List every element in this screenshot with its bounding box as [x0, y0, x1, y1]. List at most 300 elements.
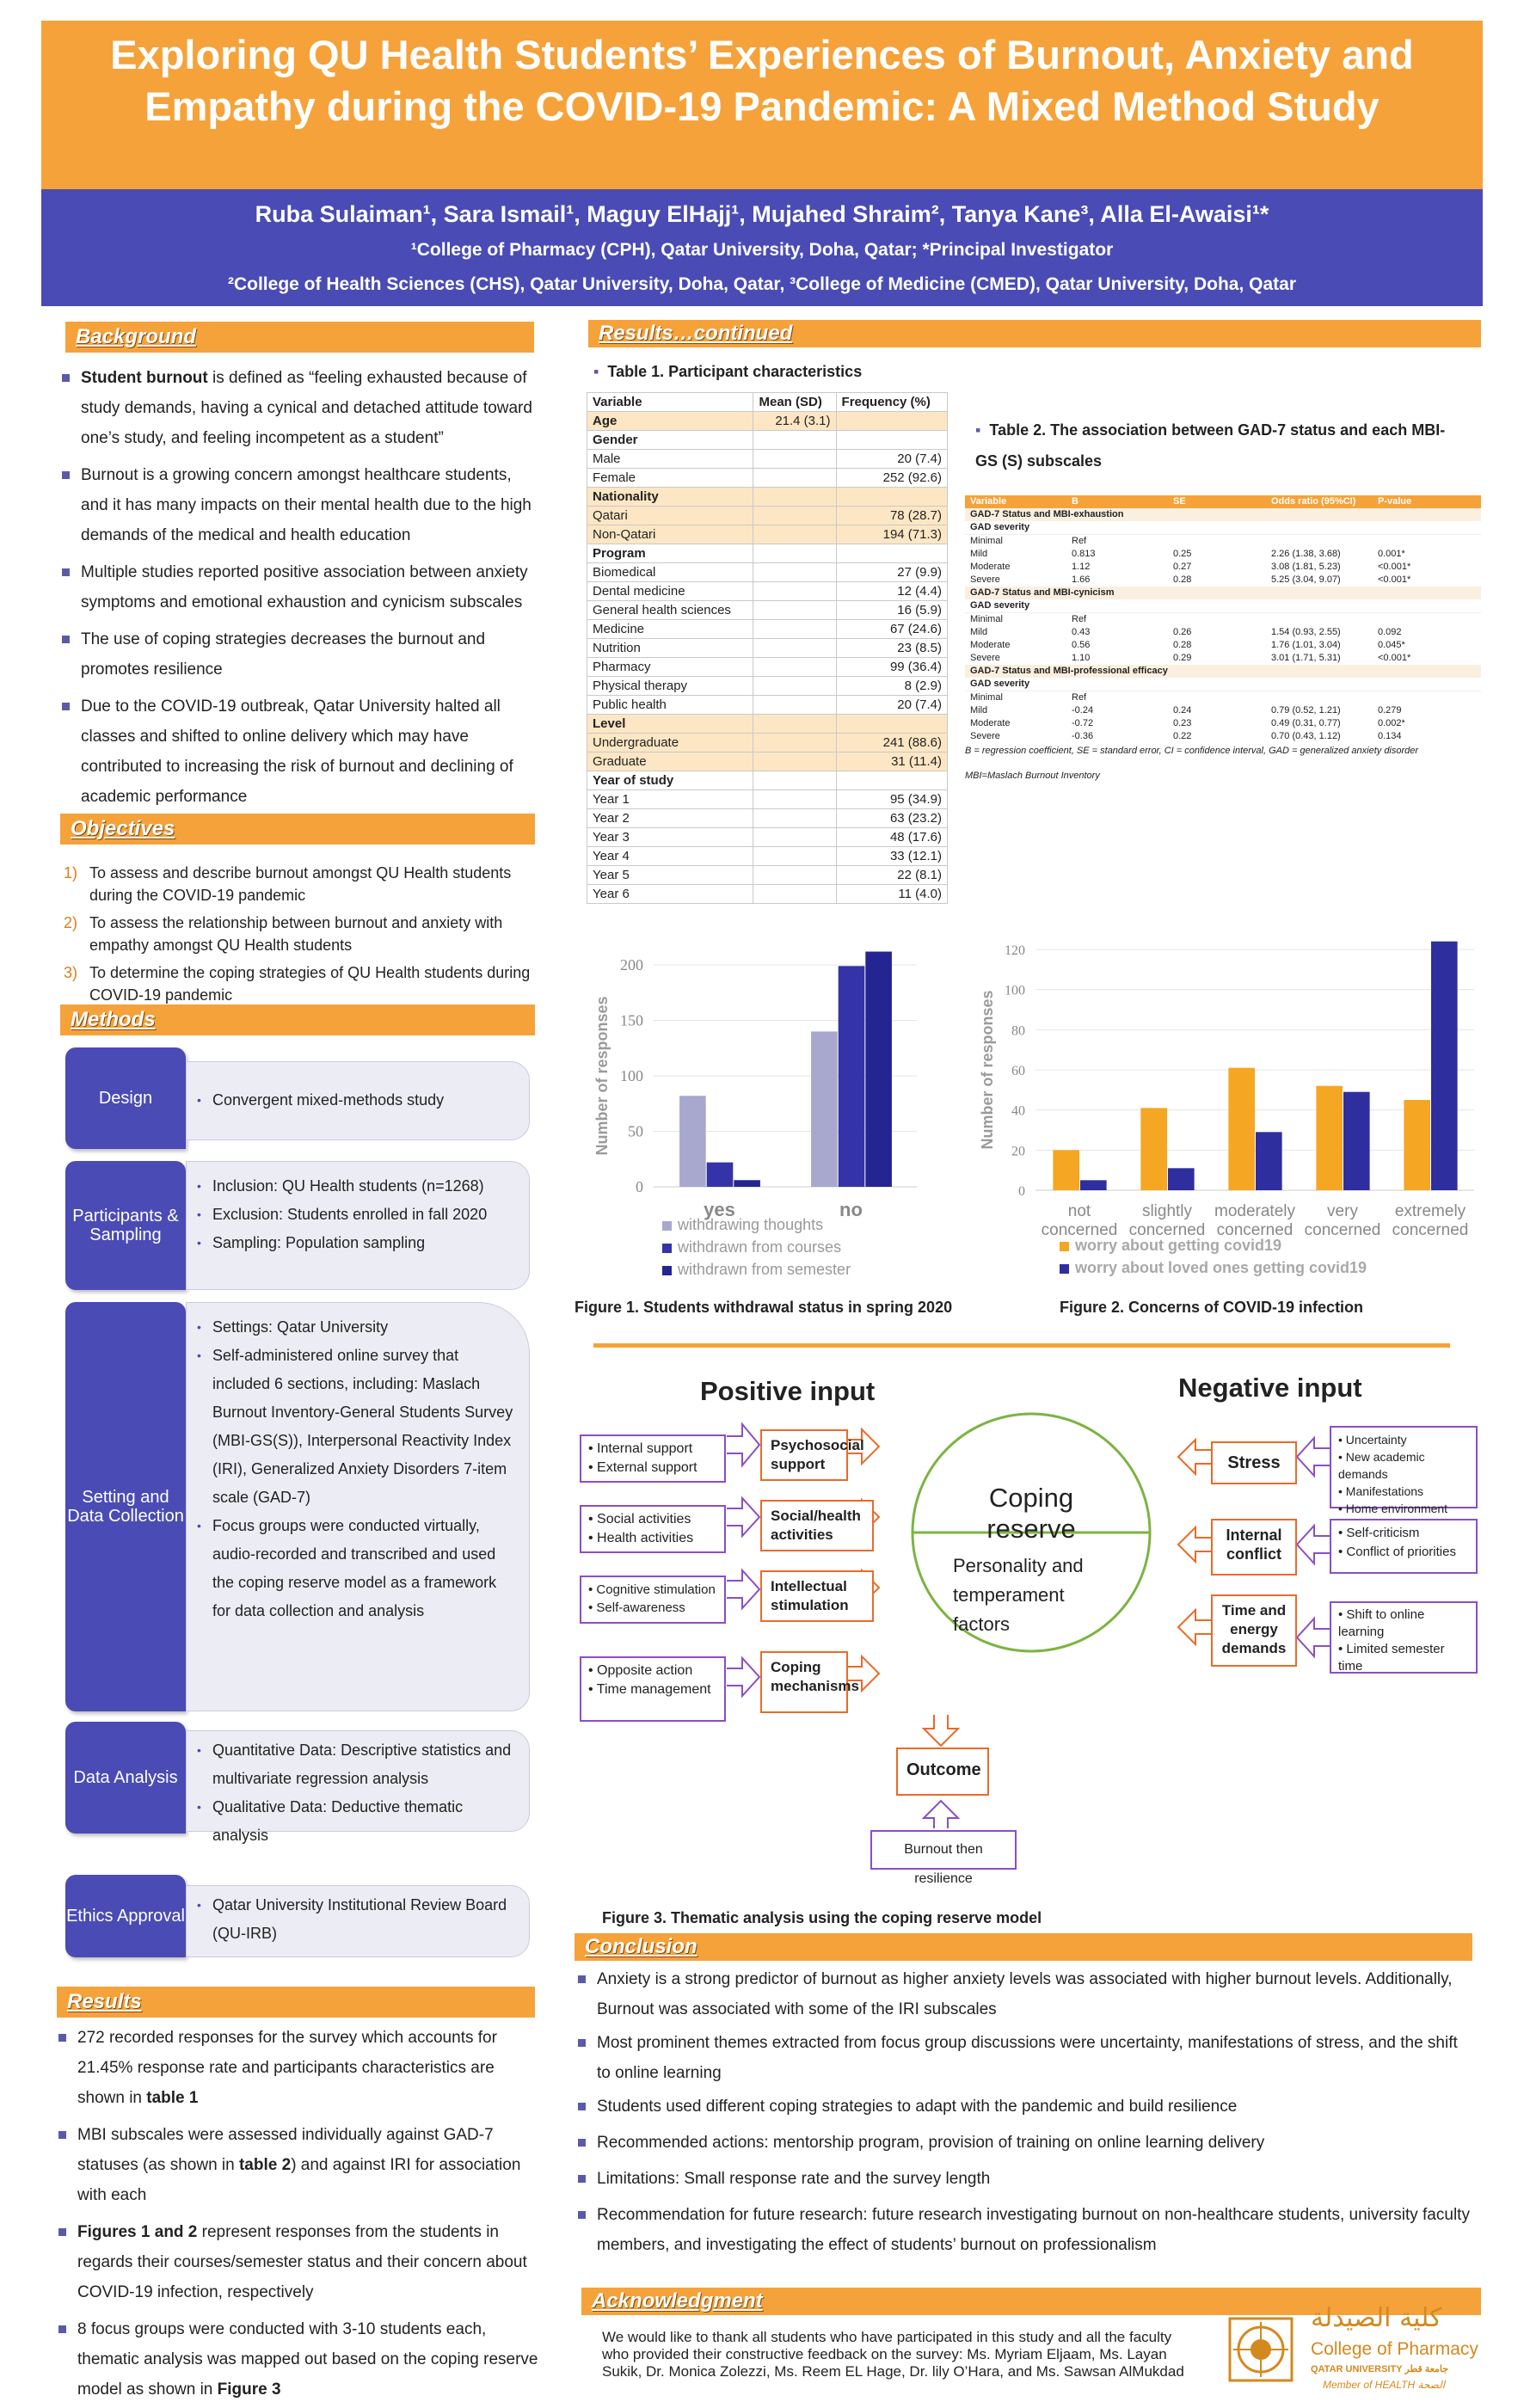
table-row [587, 563, 948, 582]
table-cell [753, 431, 836, 450]
table-row [965, 652, 1481, 665]
y-tick-label: 20 [1011, 1144, 1025, 1159]
table-header: Frequency (%) [836, 393, 947, 412]
table-row [587, 790, 948, 809]
conclusion-item: Limitations: Small response rate and the survey length [576, 2164, 1471, 2194]
table-cell [1173, 521, 1271, 534]
table-cell: GAD-7 Status and MBI-professional efficacy [970, 666, 1168, 676]
table-cell [1271, 678, 1378, 691]
background-item: Due to the COVID-19 outbreak, Qatar University halted all classes and shifted to online delivery which may have contributed to increasing the risk of burnout and declining of academic performance [60, 691, 542, 812]
positive-input-title: Positive input [700, 1376, 876, 1406]
table-row [965, 508, 1481, 521]
table-cell [753, 507, 836, 525]
participant-table [587, 392, 948, 904]
table-cell: 31 (11.4) [836, 752, 947, 771]
y-tick-label: 200 [620, 956, 643, 974]
table-cell [1271, 535, 1378, 548]
table-cell: 1.66 [1072, 574, 1091, 585]
table-cell [1426, 587, 1481, 599]
table-cell: 0.43 [1072, 627, 1091, 637]
figure1-caption: Figure 1. Students withdrawal status in spring 2020 [575, 1299, 953, 1316]
table-cell: 0.001* [1378, 549, 1405, 559]
y-tick-label: 0 [636, 1178, 643, 1195]
table-cell: Program [587, 544, 753, 563]
table-row [965, 535, 1481, 548]
table-cell: Age [587, 412, 753, 431]
table-cell [1173, 535, 1271, 548]
table-cell: GAD-7 Status and MBI-exhaustion [970, 509, 1124, 519]
table-row [587, 450, 948, 469]
table-cell: General health sciences [587, 601, 753, 620]
table-cell: 16 (5.9) [836, 601, 947, 620]
methods-content [186, 1885, 530, 1957]
methods-design [65, 1047, 530, 1149]
table-cell: 1.12 [1072, 562, 1091, 572]
table-row [587, 658, 948, 677]
y-tick-label: 80 [1011, 1023, 1025, 1039]
table-cell [753, 696, 836, 715]
table-cell: 1.10 [1072, 653, 1091, 663]
table-cell: 33 (12.1) [836, 847, 947, 866]
objective-item: 3) To determine the coping strategies of QU Health students during COVID-19 pandemic [64, 964, 531, 1004]
table-row [587, 828, 948, 847]
table-cell [1271, 521, 1378, 534]
table-cell [1426, 665, 1481, 678]
table-cell: B [1072, 496, 1078, 507]
table-cell: Year 3 [587, 828, 753, 847]
table-row [587, 752, 948, 771]
table-row [587, 809, 948, 828]
category-label: very [1327, 1202, 1358, 1220]
category-label: slightly [1141, 1202, 1193, 1220]
objective-item: 1) To assess and describe burnout amongst QU Health students during the COVID-19 pandemic [64, 864, 512, 904]
table-cell: Undergraduate [587, 734, 753, 752]
table-row [587, 507, 948, 525]
table-cell: 23 (8.5) [836, 639, 947, 658]
table-cell: Year 2 [587, 809, 753, 828]
positive-label: Psychosocial support [760, 1429, 848, 1481]
category-label: yes [704, 1199, 735, 1220]
table-cell: 78 (28.7) [836, 507, 947, 525]
methods-item: • Qualitative Data: Deductive thematic analysis [209, 1793, 519, 1850]
table-cell [1358, 665, 1426, 678]
table-cell [836, 431, 947, 450]
table-cell [753, 715, 836, 734]
legend-label: withdrawn from semester [678, 1261, 851, 1278]
table-cell [836, 771, 947, 790]
table-note: B = regression coefficient, SE = standard error, CI = confidence interval, GAD = generalized anxiety disorder [965, 746, 1419, 756]
methods-participants [65, 1161, 530, 1290]
table-cell [1426, 508, 1481, 521]
legend-label: withdrawn from courses [678, 1238, 842, 1256]
table-row [965, 717, 1481, 730]
table-cell: 20 (7.4) [836, 696, 947, 715]
table-row [965, 561, 1481, 574]
table-cell: Moderate [970, 562, 1011, 572]
objectives-heading: Objectives [60, 814, 535, 845]
category-label: moderately [1214, 1202, 1295, 1220]
table-cell: Medicine [587, 620, 753, 639]
table-cell: Graduate [587, 752, 753, 771]
methods-label: Data Analysis [65, 1722, 186, 1834]
outcome-note: Burnout then resilience [870, 1830, 1017, 1870]
methods-content [186, 1730, 530, 1844]
table-cell [1378, 691, 1464, 704]
personality-label: Personality and temperament factors [953, 1555, 1084, 1635]
negative-label: Stress [1211, 1441, 1297, 1484]
results-item: 272 recorded responses for the survey which accounts for 21.45% response rate and participants characteristics are shown in table 1 [57, 2023, 538, 2113]
figure3-caption: Figure 3. Thematic analysis using the coping reserve model [602, 1909, 1042, 1926]
table-cell: 0.27 [1173, 562, 1192, 572]
bar [865, 952, 892, 1187]
table-row [587, 734, 948, 752]
table-row [965, 548, 1481, 561]
table-cell: Nutrition [587, 639, 753, 658]
results-item: 8 focus groups were conducted with 3-10 students each, thematic analysis was mapped out based on the coping reserve model as shown in Figure 3 [57, 2314, 538, 2405]
table-cell [1378, 613, 1464, 626]
table-cell: 27 (9.9) [836, 563, 947, 582]
results-continued-heading: Results…continued [588, 320, 1481, 347]
table1-caption: ▪ Table 1. Participant characteristics [593, 363, 863, 380]
table-cell [1378, 678, 1464, 691]
table-row [587, 639, 948, 658]
negative-items: • Shift to online learning • Limited semester time [1330, 1601, 1478, 1674]
table-cell: Year 5 [587, 866, 753, 885]
table-cell: -0.24 [1072, 705, 1094, 716]
table-cell [836, 488, 947, 507]
y-tick-label: 100 [620, 1067, 643, 1084]
table-cell: Dental medicine [587, 582, 753, 601]
y-tick-label: 120 [1005, 943, 1025, 958]
y-tick-label: 100 [1005, 983, 1025, 998]
table-cell: Mild [970, 705, 988, 716]
table-cell: Moderate [970, 640, 1011, 650]
category-label: concerned [1041, 1221, 1118, 1239]
legend-swatch [662, 1266, 672, 1275]
table-cell: Non-Qatari [587, 525, 753, 544]
table-cell: 0.23 [1173, 718, 1192, 728]
background-item [60, 363, 542, 453]
table-cell: P-value [1378, 496, 1412, 507]
table-cell: Year 6 [587, 885, 753, 904]
table-cell [753, 525, 836, 544]
table-cell: Female [587, 469, 753, 488]
table-row [587, 847, 948, 866]
figure3-diagram [575, 1355, 1483, 1897]
table-row [965, 599, 1481, 613]
legend-swatch [662, 1221, 672, 1231]
methods-item: • Sampling: Population sampling [209, 1229, 519, 1257]
table-cell [753, 847, 836, 866]
table-cell [836, 715, 947, 734]
table-cell [753, 450, 836, 469]
results-item: MBI subscales were assessed individually against GAD-7 statuses (as shown in table 2) and against IRI for association with each [57, 2120, 538, 2210]
methods-content [186, 1061, 530, 1140]
methods-heading: Methods [60, 1004, 535, 1035]
table-row [965, 665, 1481, 678]
table-row [587, 488, 948, 507]
table-cell: 0.22 [1173, 731, 1192, 741]
objectives-list [64, 862, 537, 1011]
table-cell [1295, 665, 1358, 678]
methods-item: • Settings: Qatar University [209, 1313, 519, 1342]
negative-label: Internal conflict [1211, 1519, 1297, 1576]
category-label: extremely [1394, 1202, 1466, 1220]
table-cell: 95 (34.9) [836, 790, 947, 809]
y-axis-label: Number of responses [979, 990, 996, 1150]
y-tick-label: 60 [1011, 1064, 1025, 1078]
legend-swatch [1060, 1242, 1069, 1251]
outcome-box: Outcome [896, 1748, 989, 1796]
category-label: concerned [1216, 1221, 1294, 1239]
table-cell: Year of study [587, 771, 753, 790]
legend-label: worry about getting covid19 [1075, 1237, 1282, 1254]
table-cell: 21.4 (3.1) [753, 412, 836, 431]
table-header: Variable [587, 393, 753, 412]
table-cell: 0.092 [1378, 627, 1402, 637]
positive-items: • Opposite action • Time management [580, 1656, 726, 1722]
table-cell [753, 828, 836, 847]
table-row [965, 521, 1481, 535]
table-cell: 241 (88.6) [836, 734, 947, 752]
affiliation-1: ¹College of Pharmacy (CPH), Qatar University, Doha, Qatar; *Principal Investigator [410, 240, 1114, 260]
table-row [587, 866, 948, 885]
table-cell: Public health [587, 696, 753, 715]
table-row [965, 626, 1481, 639]
table-cell [1358, 508, 1426, 521]
table-cell: Severe [970, 653, 1000, 663]
table-row [965, 587, 1481, 599]
table-cell: Mild [970, 627, 988, 637]
figure1-chart [581, 932, 939, 1293]
table-cell: 48 (17.6) [836, 828, 947, 847]
table-cell: Ref [1072, 614, 1087, 624]
background-item: Multiple studies reported positive association between anxiety symptoms and emotional exhaustion and cynicism subscales [60, 557, 542, 617]
table-row [587, 601, 948, 620]
category-label: no [839, 1199, 863, 1220]
results-heading: Results [57, 1987, 535, 2018]
table-cell [753, 601, 836, 620]
table-cell [753, 790, 836, 809]
table-cell: <0.001* [1378, 653, 1411, 663]
table-row [965, 730, 1481, 743]
table-cell: Minimal [970, 692, 1003, 703]
y-tick-label: 50 [628, 1122, 643, 1140]
table-row [587, 696, 948, 715]
table-cell: 252 (92.6) [836, 469, 947, 488]
table-cell [1295, 587, 1358, 599]
table-cell [1173, 613, 1271, 626]
legend-label: withdrawing thoughts [678, 1216, 824, 1233]
table-cell: 11 (4.0) [836, 885, 947, 904]
methods-item: • Inclusion: QU Health students (n=1268) [209, 1172, 519, 1201]
divider [593, 1343, 1450, 1348]
methods-label: Design [65, 1047, 186, 1149]
table-row [587, 885, 948, 904]
table-cell: 194 (71.3) [836, 525, 947, 544]
bar [1168, 1168, 1195, 1190]
methods-item: • Qatar University Institutional Review Board (QU-IRB) [209, 1891, 519, 1948]
table-cell: GAD-7 Status and MBI-cynicism [970, 587, 1115, 598]
bar [1404, 1100, 1430, 1190]
table-cell [753, 469, 836, 488]
table-row [965, 639, 1481, 652]
table-cell: Severe [970, 731, 1000, 741]
affiliation-2: ²College of Health Sciences (CHS), Qatar University, Doha, Qatar, ³College of Medicine (CMED), Qatar University, Doha, Qatar [227, 274, 1296, 294]
bar [1053, 1150, 1079, 1190]
table-cell: Gender [587, 431, 753, 450]
table-cell: Nationality [587, 488, 753, 507]
table-cell: Ref [1072, 692, 1087, 703]
table-cell [1271, 691, 1378, 704]
negative-items: • Self-criticism • Conflict of priorities [1330, 1519, 1478, 1574]
bar [1316, 1086, 1343, 1190]
background-list [60, 363, 542, 819]
methods-content [186, 1302, 530, 1711]
logo-university: QATAR UNIVERSITY جامعة قطر [1311, 2364, 1449, 2374]
table-cell [1173, 691, 1271, 704]
y-tick-label: 0 [1018, 1184, 1025, 1199]
table-cell: 0.56 [1072, 640, 1091, 650]
table-cell: 0.25 [1173, 549, 1192, 559]
table-cell [753, 639, 836, 658]
table-cell [1358, 587, 1426, 599]
table-cell: 1.76 (1.01, 3.04) [1271, 640, 1341, 650]
category-label: concerned [1392, 1221, 1469, 1239]
table-cell: Pharmacy [587, 658, 753, 677]
table-cell: Minimal [970, 614, 1003, 624]
table-cell: Odds ratio (95%CI) [1271, 496, 1356, 507]
positive-label: Social/health activities [760, 1500, 874, 1551]
table-cell: <0.001* [1378, 574, 1411, 585]
table-cell: 0.26 [1173, 627, 1192, 637]
table-cell: 0.24 [1173, 705, 1192, 716]
conclusion-heading: Conclusion [575, 1933, 1472, 1961]
college-logo [1221, 2294, 1479, 2403]
table-cell: 0.29 [1173, 653, 1192, 663]
negative-items: • Uncertainty • New academic demands • Manifestations • Home environment [1330, 1426, 1478, 1508]
positive-items: • Cognitive stimulation • Self-awareness [580, 1576, 726, 1624]
negative-label: Time and energy demands [1211, 1594, 1297, 1667]
bar [1140, 1108, 1167, 1190]
table-cell: 0.002* [1378, 718, 1405, 728]
conclusion-item: Recommended actions: mentorship program, provision of training on online learning delivery [576, 2128, 1471, 2158]
table-cell: 22 (8.1) [836, 866, 947, 885]
table-cell: 0.813 [1072, 549, 1096, 559]
table-cell [753, 677, 836, 696]
bar [839, 966, 865, 1187]
conclusion-list [576, 1964, 1471, 2264]
table-cell: Male [587, 450, 753, 469]
poster-title: Exploring QU Health Students’ Experiences of Burnout, Anxiety and Empathy during the COVID-19 Pandemic: A Mixed Method Study [110, 32, 1414, 129]
table-cell: 0.045* [1378, 640, 1405, 650]
table-cell [753, 582, 836, 601]
methods-item: • Quantitative Data: Descriptive statistics and multivariate regression analysis [209, 1736, 519, 1793]
table-row [587, 771, 948, 790]
table-cell: 2.26 (1.38, 3.68) [1271, 549, 1341, 559]
figure2-chart [975, 932, 1481, 1293]
legend-label: worry about loved ones getting covid19 [1075, 1259, 1367, 1276]
table-cell [1295, 508, 1358, 521]
table-cell: -0.72 [1072, 718, 1094, 728]
table-cell [753, 885, 836, 904]
table-row [587, 620, 948, 639]
methods-label: Participants & Sampling [65, 1161, 186, 1290]
bar [679, 1096, 706, 1187]
conclusion-item: Most prominent themes extracted from focus group discussions were uncertainty, manifestations of stress, and the shift to online learning [576, 2028, 1471, 2088]
methods-analysis [65, 1722, 530, 1844]
logo-member: Member of HEALTH الصحة [1323, 2379, 1446, 2391]
table-cell: 0.28 [1173, 574, 1192, 585]
table-cell: Level [587, 715, 753, 734]
methods-setting [65, 1302, 530, 1711]
bar [707, 1163, 734, 1187]
table-cell [1173, 599, 1271, 612]
table-cell [753, 752, 836, 771]
table-cell: 63 (23.2) [836, 809, 947, 828]
table-cell: Ref [1072, 536, 1087, 546]
table-cell [753, 809, 836, 828]
methods-item: • Focus groups were conducted virtually, audio-recorded and transcribed and used the coping reserve model as a framework for data collection and analysis [209, 1512, 519, 1625]
conclusion-item: Anxiety is a strong predictor of burnout as higher anxiety levels was associated with higher burnout levels. Additionally, Burnout was associated with some of the IRI subscales [576, 1964, 1471, 2024]
positive-label: Coping mechanisms [760, 1651, 848, 1713]
coping-reserve-label: Coping reserve [986, 1483, 1076, 1544]
background-item: The use of coping strategies decreases the burnout and promotes resilience [60, 624, 542, 685]
conclusion-item: Students used different coping strategies to adapt with the pandemic and build resilience [576, 2092, 1471, 2122]
table-cell [753, 771, 836, 790]
logo-emblem-icon [1221, 2310, 1300, 2389]
table-cell: 0.28 [1173, 640, 1192, 650]
table-row [587, 582, 948, 601]
legend-swatch [662, 1244, 672, 1253]
table-cell: GAD severity [970, 679, 1030, 689]
acknowledgment-text: We would like to thank all students who have participated in this study and all the faculty who provided their constructive feedback on the survey: Ms. Myriam Eljaam, Ms. Layan Sukik, Dr. Monica Zolezzi, Ms. Reem EL Hage, Dr. lily O’Hara, and Ms. Sawsan AlMukdad [602, 2329, 1184, 2380]
table-note: MBI=Maslach Burnout Inventory [965, 771, 1100, 781]
bar [1080, 1180, 1107, 1190]
table-cell: Mild [970, 549, 988, 559]
table-cell: Moderate [970, 718, 1011, 728]
table-row [965, 704, 1481, 717]
figure2-caption: Figure 2. Concerns of COVID-19 infection [1060, 1299, 1364, 1316]
table-cell [753, 658, 836, 677]
results-item: Figures 1 and 2 represent responses from the students in regards their courses/semester status and their concern about COVID-19 infection, respectively [57, 2217, 538, 2307]
table-header-row [965, 495, 1481, 508]
table-row [587, 469, 948, 488]
table-cell: Biomedical [587, 563, 753, 582]
table-cell [1378, 599, 1464, 612]
table-row [587, 544, 948, 563]
bar [1343, 1092, 1370, 1190]
table-cell: GAD severity [970, 522, 1030, 532]
table-cell: Minimal [970, 536, 1003, 546]
negative-input-title: Negative input [1178, 1373, 1362, 1403]
logo-english: College of Pharmacy [1311, 2339, 1478, 2359]
table-cell: Year 1 [587, 790, 753, 809]
table-cell: SE [1173, 496, 1186, 507]
category-label: concerned [1128, 1221, 1206, 1239]
table-cell: 0.79 (0.52, 1.21) [1271, 705, 1341, 716]
bar [1431, 942, 1458, 1190]
table-cell [836, 412, 947, 431]
table2-caption: ▪ Table 2. The association between GAD-7 status and each MBI-GS (S) subscales [975, 421, 1446, 470]
bar [811, 1031, 838, 1187]
category-label: concerned [1304, 1221, 1381, 1239]
table-row [965, 691, 1481, 704]
table-cell [753, 620, 836, 639]
table-cell [1378, 535, 1464, 548]
table-cell [753, 734, 836, 752]
table-cell [1072, 599, 1173, 612]
